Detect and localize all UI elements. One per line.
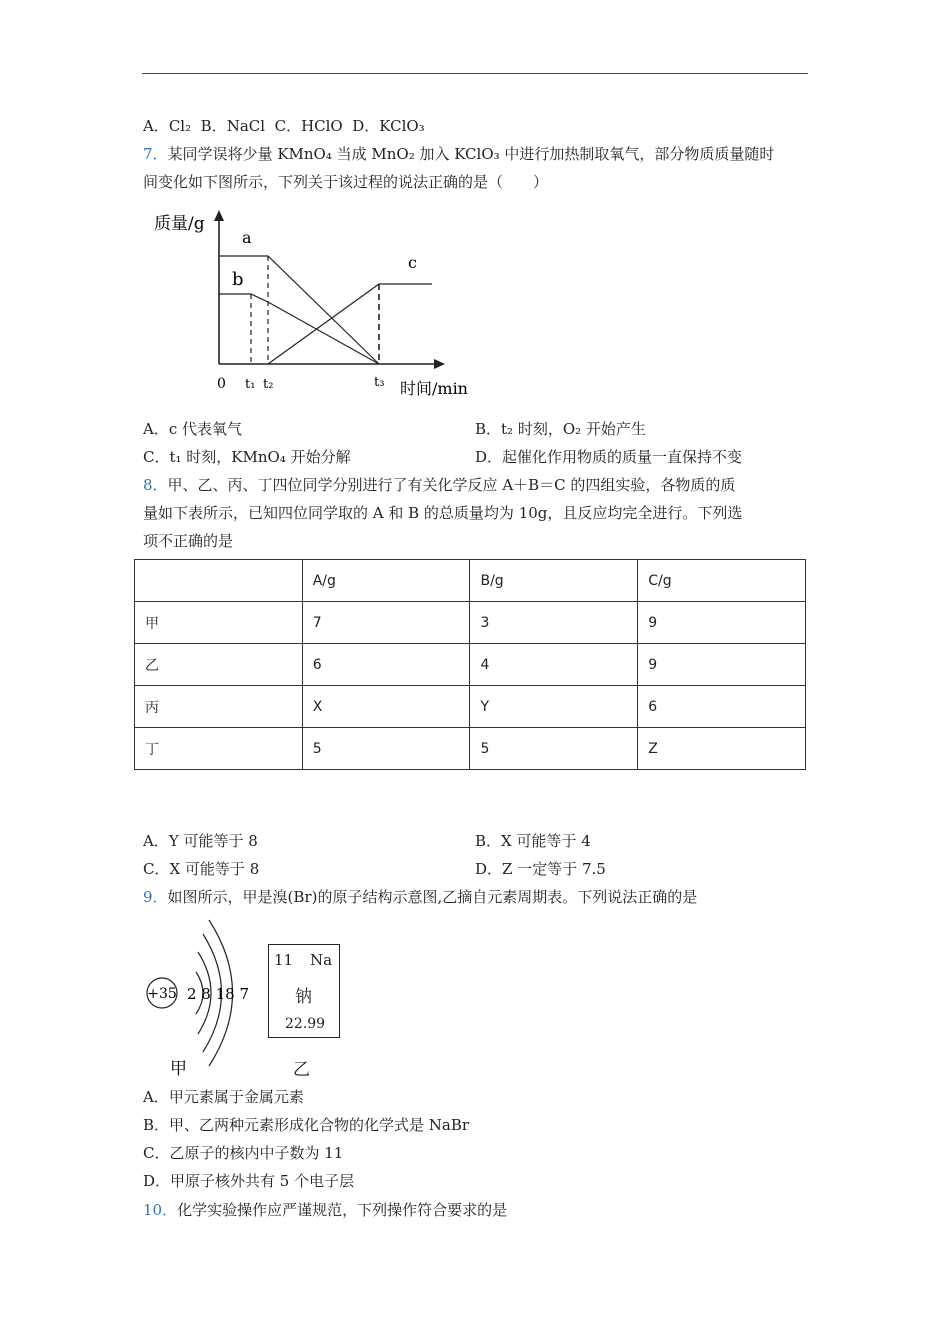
table-cell: 7 [302,602,470,644]
q9-option-d[interactable]: D．甲原子核外共有 5 个电子层 [143,1172,355,1190]
q6-option-b[interactable]: B．NaCl [200,117,266,135]
q8-text-1: 甲、乙、丙、丁四位同学分别进行了有关化学反应 A＋B＝C 的四组实验，各物质的质 [167,476,736,494]
q9-text: 如图所示，甲是溴(Br)的原子结构示意图,乙摘自元素周期表。下列说法正确的是 [167,888,698,906]
atomic-number: 11 [274,951,294,969]
label-a: a [242,228,252,247]
table-row [135,728,806,770]
q7-option-a[interactable]: A．c 代表氧气 [143,420,243,438]
header-rule [142,73,808,74]
table-cell: 丙 [135,686,303,728]
t3-label: t₃ [374,375,385,390]
q7-option-d[interactable]: D．起催化作用物质的质量一直保持不变 [475,448,743,466]
curve-c [268,284,432,364]
q7-stem-line1 [143,144,774,164]
q8-option-a[interactable]: A．Y 可能等于 8 [143,832,258,850]
table-cell: 甲 [135,602,303,644]
q10-stem [143,1200,507,1220]
table-cell: Z [638,728,806,770]
origin-label: 0 [217,376,226,392]
y-axis-label: 质量/g [154,214,205,234]
table-cell: 6 [638,686,806,728]
table-cell: 5 [470,728,638,770]
table-row [135,602,806,644]
table-row [135,644,806,686]
label-c: c [408,253,417,272]
q9-option-c[interactable]: C．乙原子的核内中子数为 11 [143,1144,344,1162]
y-axis-arrow-icon [214,210,224,221]
caption-jia: 甲 [170,1059,187,1079]
q7-option-b[interactable]: B．t₂ 时刻，O₂ 开始产生 [475,420,646,438]
q10-number: 10． [143,1201,178,1219]
table-cell: 乙 [135,644,303,686]
element-name: 钠 [295,987,312,1007]
q7-number: 7． [143,145,168,163]
table-header-cell: C/g [638,560,806,602]
q9-option-a[interactable]: A．甲元素属于金属元素 [143,1088,304,1106]
table-cell: Y [470,686,638,728]
table-cell: 9 [638,602,806,644]
element-symbol: Na [310,951,333,969]
q7-mass-time-graph [140,204,480,404]
q6-option-d[interactable]: D．KClO₃ [352,117,425,135]
q7-option-c[interactable]: C．t₁ 时刻，KMnO₄ 开始分解 [143,448,351,466]
table-cell: 6 [302,644,470,686]
table-cell: 9 [638,644,806,686]
atomic-mass: 22.99 [285,1016,326,1032]
q6-options [143,116,425,136]
q9-option-b[interactable]: B．甲、乙两种元素形成化合物的化学式是 NaBr [143,1116,470,1134]
electron-shells: 2 8 18 7 [187,985,250,1003]
curve-b [219,294,379,364]
table-cell: X [302,686,470,728]
table-cell: 4 [470,644,638,686]
table-header-cell [135,560,303,602]
q8-stem-line1 [143,475,735,495]
caption-yi: 乙 [293,1060,310,1080]
table-header-cell: B/g [470,560,638,602]
q8-option-b[interactable]: B．X 可能等于 4 [475,832,591,850]
q8-number: 8． [143,476,168,494]
x-axis-arrow-icon [434,359,445,369]
q7-text-1: 某同学误将少量 KMnO₄ 当成 MnO₂ 加入 KClO₃ 中进行加热制取氧气，部分物质质量随时 [167,145,775,163]
label-b: b [232,269,244,290]
q8-option-d[interactable]: D．Z 一定等于 7.5 [475,860,606,878]
table-header-cell: A/g [302,560,470,602]
t2-label: t₂ [263,377,274,392]
q9-stem [143,887,697,907]
t1-label: t₁ [245,377,256,392]
q7-stem-line2: 间变化如下图所示，下列关于该过程的说法正确的是（ ） [143,173,549,191]
table-row [135,686,806,728]
q10-text: 化学实验操作应严谨规范，下列操作符合要求的是 [177,1201,508,1219]
x-axis-label: 时间/min [400,379,468,398]
q8-option-c[interactable]: C．X 可能等于 8 [143,860,260,878]
q8-stem-line2: 量如下表所示，已知四位同学取的 A 和 B 的总质量均为 10g，且反应均完全进行。下列选 [143,504,743,522]
q6-option-c[interactable]: C．HClO [274,117,343,135]
table-header-row [135,560,806,602]
q8-mass-table [134,559,806,770]
periodic-table-cell [268,944,340,1038]
q6-option-a[interactable]: A．Cl₂ [143,117,192,135]
q9-number: 9． [143,888,168,906]
table-cell: 3 [470,602,638,644]
q8-stem-line3: 项不正确的是 [143,532,234,550]
bromine-atom-diagram [140,916,250,1082]
nucleus-charge: +35 [147,986,177,1002]
table-cell: 5 [302,728,470,770]
table-cell: 丁 [135,728,303,770]
